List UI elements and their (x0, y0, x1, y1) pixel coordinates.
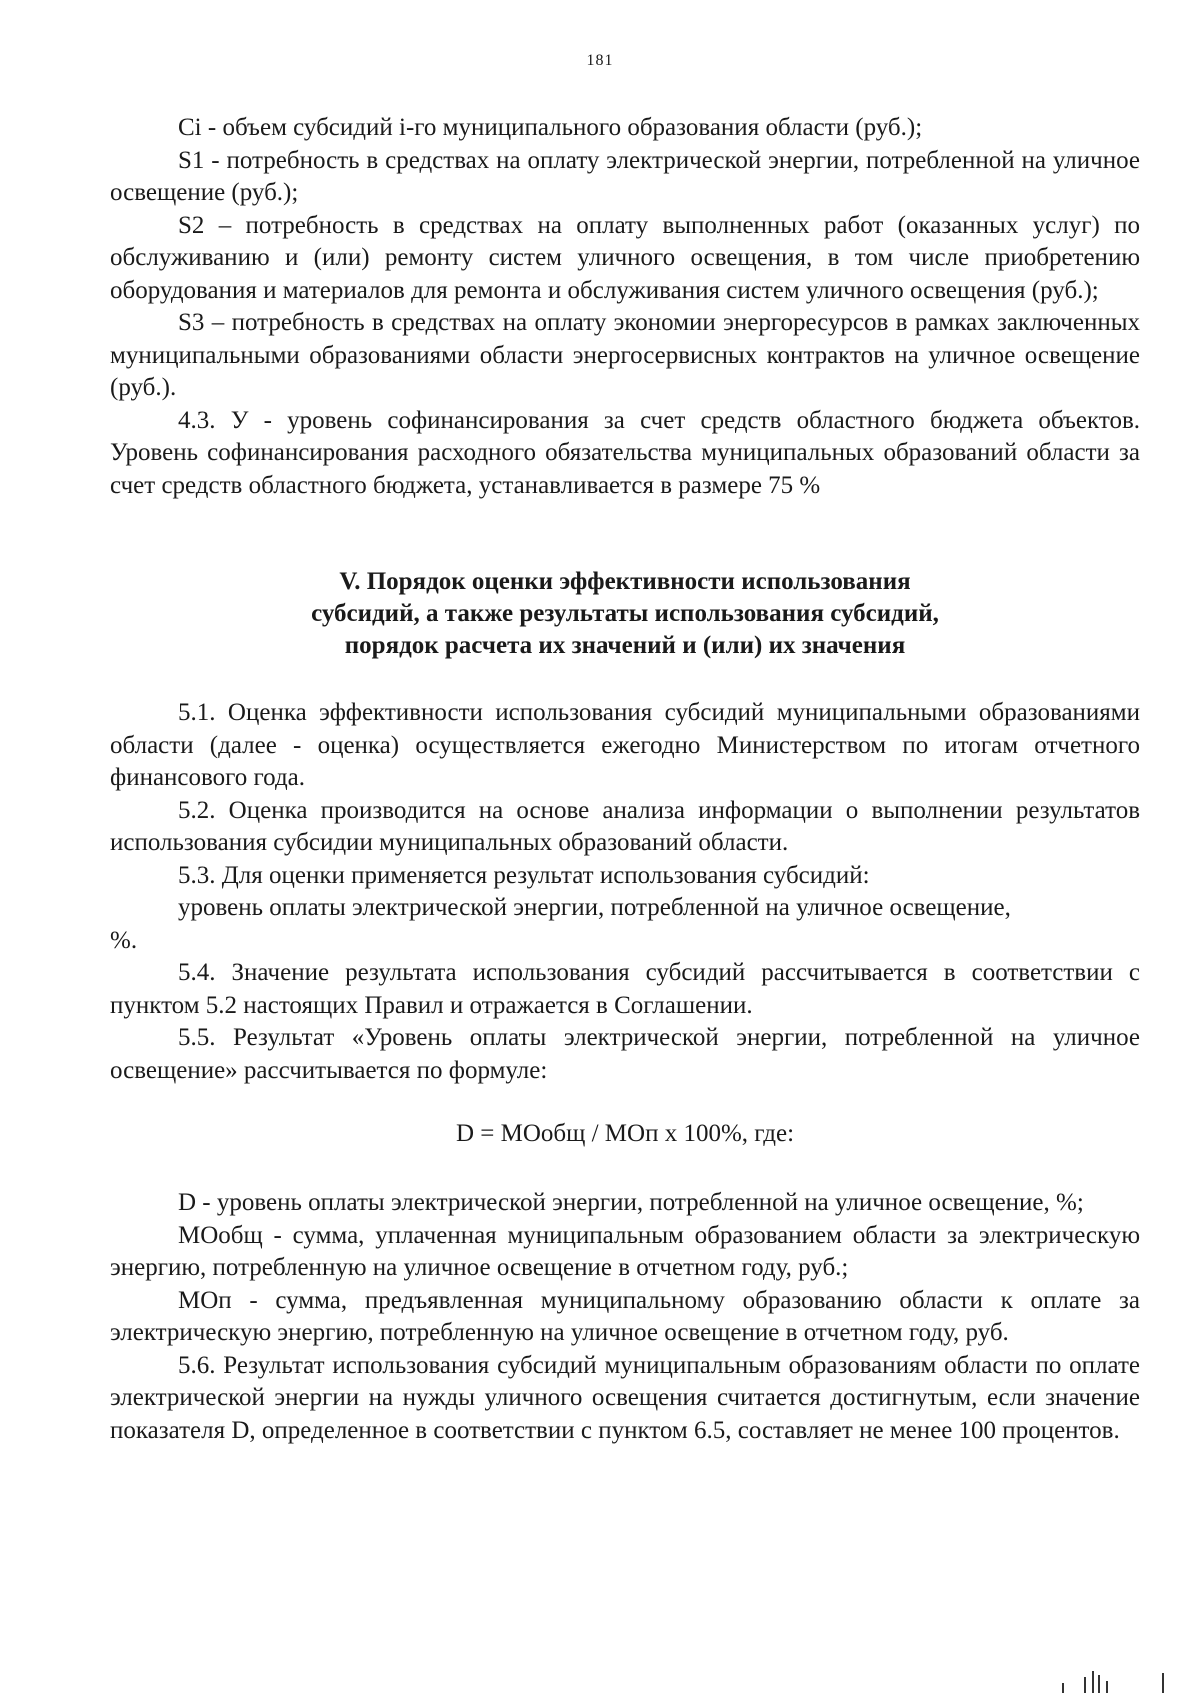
paragraph-5-3-unit: %. (110, 926, 138, 954)
paragraph-s1: S1 - потребность в средствах на оплату электрической энергии, потребленной на уличное освещение (руб.); (110, 146, 1140, 206)
paragraph-5-3-item: уровень оплаты электрической энергии, потребленной на уличное освещение, (178, 894, 1011, 921)
paragraph-d-definition: D - уровень оплаты электрической энергии, потребленной на уличное освещение, %; (178, 1189, 1084, 1216)
paragraph-s2: S2 – потребность в средствах на оплату выполненных работ (оказанных услуг) по обслуживанию и (или) ремонту систем уличного освещения, в том числе приобретению оборудования и материалов для ремонта и обслуживания систем уличного освещения (руб.); (110, 211, 1140, 304)
paragraph-5-5: 5.5. Результат «Уровень оплаты электрической энергии, потребленной на уличное освещение» рассчитывается по формуле: (110, 1024, 1140, 1084)
paragraph-5-2: 5.2. Оценка производится на основе анализа информации о выполнении результатов использования субсидии муниципальных образований области. (110, 796, 1140, 856)
section-heading-line: субсидий, а также результаты использования субсидий, (311, 600, 939, 627)
paragraph-4-3: 4.3. У - уровень софинансирования за счет средств областного бюджета объектов. Уровень софинансирования расходного обязательства муниципальных образований области за счет средств областного бюджета, устанавливается в размере 75 % (110, 406, 1140, 499)
page-number: 181 (586, 52, 614, 69)
section-heading-line: V. Порядок оценки эффективности использования (339, 568, 911, 595)
definitions-block (110, 112, 1140, 502)
paragraph-5-6: 5.6. Результат использования субсидий муниципальным образованиям области по оплате электрической энергии на нужды уличного освещения считается достигнутым, если значение показателя D, определенное в соответствии с пунктом 6.5, составляет не менее 100 процентов. (110, 1351, 1140, 1444)
section-body (110, 697, 1140, 1087)
paragraph-5-1: 5.1. Оценка эффективности использования субсидий муниципальными образованиями области (далее - оценка) осуществляется ежегодно Министерством по итогам отчетного финансового года. (110, 699, 1140, 791)
section-heading-line: порядок расчета их значений и (или) их значения (344, 632, 906, 659)
formula-definitions (110, 1187, 1140, 1447)
scan-edge-marks (1042, 1669, 1172, 1693)
formula: D = МОобщ / МОп х 100%, где: (455, 1120, 795, 1147)
paragraph-ci: Ci - объем субсидий i-го муниципального образования области (руб.); (178, 114, 923, 141)
paragraph-mo-presented-definition: МОп - сумма, предъявленная муниципальному образованию области к оплате за электрическую энергию, потребленную на уличное освещение в отчетном году, руб. (110, 1286, 1140, 1346)
section-heading (110, 566, 1140, 662)
paragraph-5-4: 5.4. Значение результата использования субсидий рассчитывается в соответствии с пунктом 5.2 настоящих Правил и отражается в Соглашении. (110, 959, 1140, 1019)
paragraph-mo-total-definition: МОобщ - сумма, уплаченная муниципальным образованием области за электрическую энергию, потребленную на уличное освещение в отчетном году, руб.; (110, 1221, 1140, 1281)
paragraph-s3: S3 – потребность в средствах на оплату экономии энергоресурсов в рамках заключенных муниципальными образованиями области энергосервисных контрактов на уличное освещение (руб.). (110, 309, 1140, 401)
paragraph-5-3: 5.3. Для оценки применяется результат использования субсидий: (178, 861, 870, 889)
